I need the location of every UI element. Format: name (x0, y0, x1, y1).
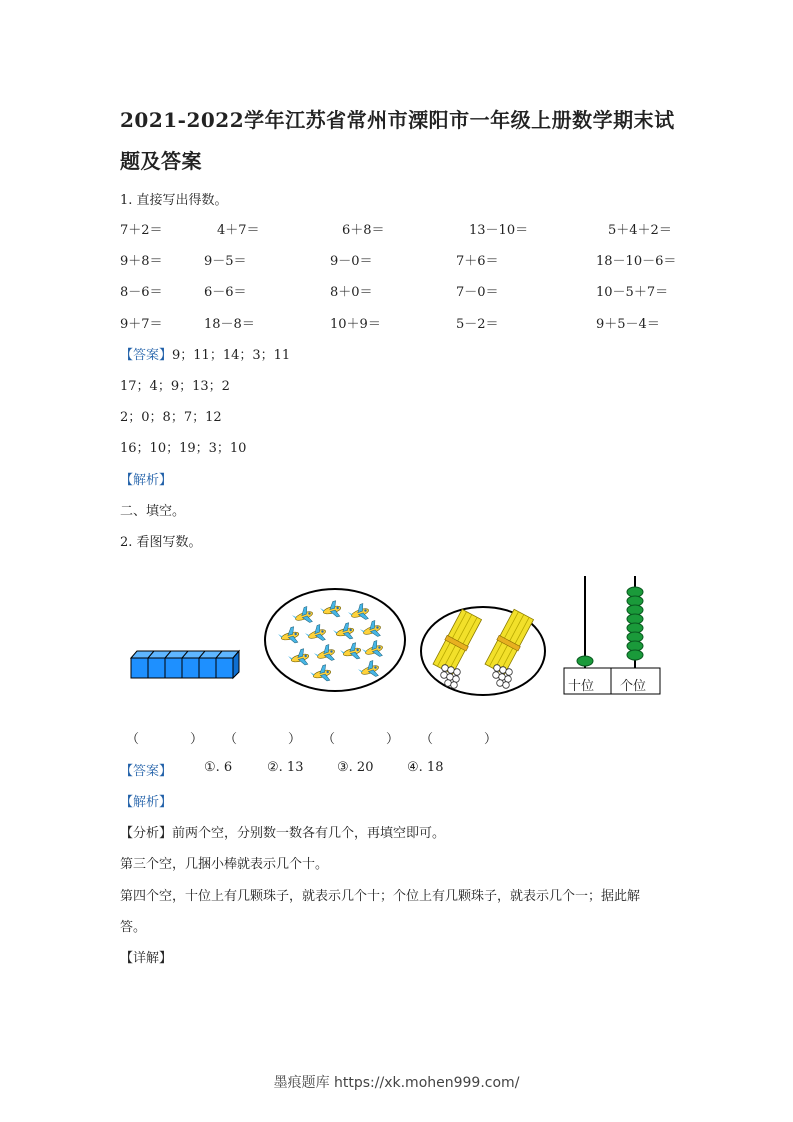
q2-detail-tag: 【详解】 (120, 951, 173, 966)
answer-blank-close: ） (484, 732, 498, 747)
section-heading: 二、填空。 (120, 504, 186, 519)
q2-analysis-line: 第三个空，几捆小棒就表示几个十。 (120, 857, 329, 872)
q2-analysis-tag: 【解析】 (120, 795, 173, 810)
abacus-ones-label: 个位 (620, 679, 647, 694)
answer-blank-close: ） (190, 732, 204, 747)
q2-analysis-line: 答。 (120, 920, 147, 935)
q1-cell: 5＋4＋2＝ (608, 223, 672, 238)
q1-cell: 7＋6＝ (456, 254, 499, 269)
q2-analysis-line: 【分析】前两个空，分别数一数各有几个，再填空即可。 (120, 826, 446, 841)
answer-blank-open: （ (126, 732, 140, 747)
q2-answer-item: ④. 18 (407, 760, 444, 775)
answer-blank-open: （ (322, 732, 336, 747)
airplanes-figure (262, 586, 408, 694)
q1-cell: 9－5＝ (204, 254, 247, 269)
q1-cell: 10－5＋7＝ (596, 285, 669, 300)
q2-answer-item: ①. 6 (204, 760, 233, 775)
page-title: 2021-2022学年江苏省常州市溧阳市一年级上册数学期末试 (120, 108, 675, 132)
q2-answer-tag: 【答案】 (120, 764, 173, 779)
q1-answer-line: 2；0；8；7；12 (120, 410, 222, 425)
q1-cell: 7－0＝ (456, 285, 499, 300)
answer-blank-close: ） (288, 732, 302, 747)
answer-blank-open: （ (224, 732, 238, 747)
q2-heading: 2. 看图写数。 (120, 535, 202, 550)
answer-tag: 【答案】 (120, 348, 173, 363)
q1-cell: 10＋9＝ (330, 317, 381, 332)
q1-cell: 8＋0＝ (330, 285, 373, 300)
q2-analysis-line: 第四个空，十位上有几颗珠子，就表示几个十；个位上有几颗珠子，就表示几个一；据此解 (120, 889, 641, 904)
q1-cell: 4＋7＝ (217, 223, 260, 238)
q2-answer-item: ②. 13 (267, 760, 304, 775)
q1-cell: 18－8＝ (204, 317, 255, 332)
q1-cell: 18－10－6＝ (596, 254, 677, 269)
stick-bundles-figure (418, 604, 548, 698)
q1-cell: 6＋8＝ (342, 223, 385, 238)
q1-cell: 9＋8＝ (120, 254, 163, 269)
q1-analysis-tag: 【解析】 (120, 473, 173, 488)
answer-blank-open: （ (420, 732, 434, 747)
page-title-cont: 题及答案 (120, 149, 202, 173)
q1-answer-line (120, 344, 290, 363)
q1-answer-line: 16；10；19；3；10 (120, 441, 247, 456)
answer-text: 9；11；14；3；11 (172, 348, 291, 363)
q1-cell: 9＋5－4＝ (596, 317, 660, 332)
q1-cell: 7＋2＝ (120, 223, 163, 238)
abacus-tens-label: 十位 (568, 679, 595, 694)
cube-bar-figure (128, 648, 240, 680)
q1-answer-line: 17；4；9；13；2 (120, 379, 230, 394)
q1-cell: 9－0＝ (330, 254, 373, 269)
q1-cell: 8－6＝ (120, 285, 163, 300)
q1-cell: 9＋7＝ (120, 317, 163, 332)
q1-cell: 5－2＝ (456, 317, 499, 332)
footer-watermark: 墨痕题库 https://xk.mohen999.com/ (273, 1075, 520, 1091)
q1-heading: 1. 直接写出得数。 (120, 193, 228, 208)
q2-answer-item: ③. 20 (337, 760, 374, 775)
q1-cell: 6－6＝ (204, 285, 247, 300)
q1-cell: 13－10＝ (469, 223, 529, 238)
answer-blank-close: ） (386, 732, 400, 747)
